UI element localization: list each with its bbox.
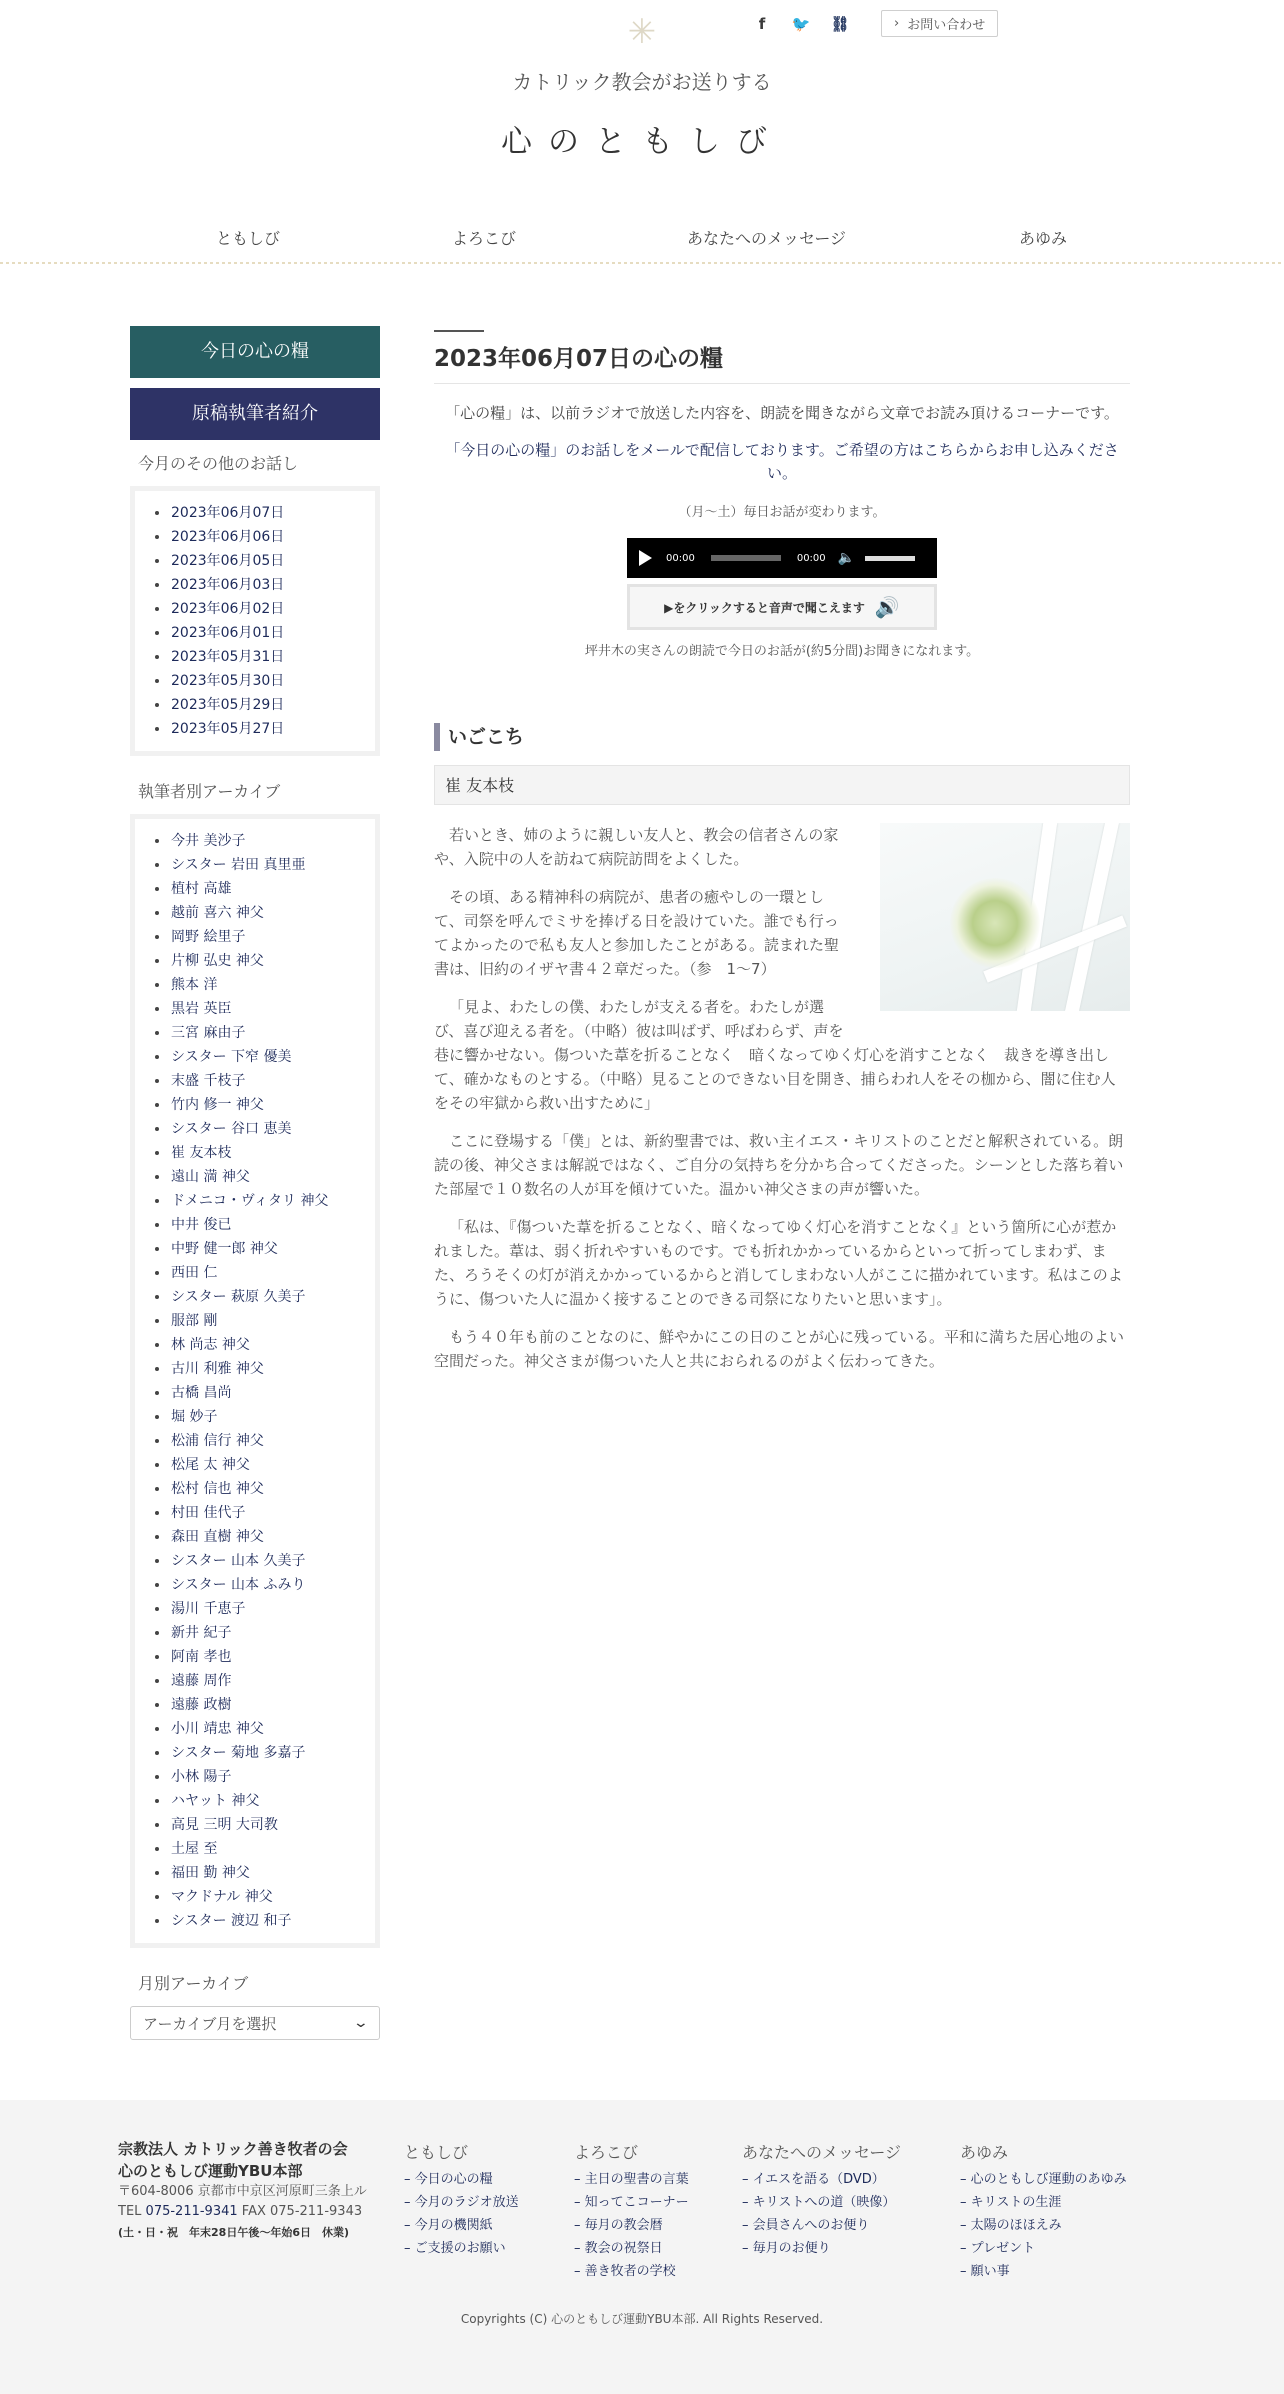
footer-column	[404, 2142, 519, 2260]
contact-label: お問い合わせ	[907, 18, 986, 33]
site-logo[interactable]: 心のともしび	[501, 124, 783, 160]
story-paragraph: ここに登場する「僕」とは、新約聖書では、救い主イエス・キリストのことだと解釈されている。朗読の後、神父さまは解説ではなく、ご自分の気持ちを分かち合ってくださった。シーンとした落ち着いた部屋で１０数名の人が耳を傾けていた。温かい神父さまの声が響いた。	[434, 1132, 1124, 1198]
progress-bar[interactable]	[711, 555, 781, 561]
footer-link[interactable]: – 願い事	[960, 2264, 1010, 2279]
other-stories-heading: 今月のその他のお話し	[138, 454, 299, 473]
link-icon[interactable]: ⛓	[830, 14, 850, 33]
footer-link[interactable]: – ご支援のお願い	[404, 2241, 506, 2256]
closed-days: (土・日・祝 年末28日午後〜年始6日 休業)	[118, 2226, 350, 2239]
sidebar	[130, 326, 380, 2040]
writer-link[interactable]: 松浦 信行 神父	[135, 1429, 365, 1453]
writer-link[interactable]: 土屋 至	[135, 1837, 365, 1861]
nav-divider	[0, 262, 1284, 264]
fax-number: 075-211-9343	[270, 2204, 363, 2219]
writer-link[interactable]: 西田 仁	[135, 1261, 365, 1285]
monthly-archive-value: アーカイブ月を選択	[143, 2014, 277, 2033]
listen-label: ▶をクリックすると音声で聞こえます	[664, 600, 865, 615]
story-paragraph: 「見よ、わたしの僕、わたしが支える者を。わたしが選び、喜び迎える者を。（中略）彼は叫ばず、呼ばわらず、声を巷に響かせない。傷ついた葦を折ることなく 暗くなってゆく灯心を消すことなく 裁きを導き出して、確かなものとする。（中略）見ることのできない目を開き、捕らわれ人をその枷から、闇に住む人をその牢獄から救い出すために」	[434, 998, 1116, 1112]
other-story-link[interactable]: 2023年05月29日	[135, 693, 365, 717]
writer-link[interactable]: 岡野 絵里子	[135, 925, 365, 949]
footer-link[interactable]: – イエスを語る（DVD）	[742, 2172, 885, 2187]
writer-link[interactable]: 高見 三明 大司教	[135, 1813, 365, 1837]
writer-link[interactable]: 新井 紀子	[135, 1621, 365, 1645]
writer-link[interactable]: 中野 健一郎 神父	[135, 1237, 365, 1261]
other-story-link[interactable]: 2023年06月06日	[135, 525, 365, 549]
other-story-link[interactable]: 2023年06月05日	[135, 549, 365, 573]
play-icon[interactable]	[639, 550, 652, 566]
footer-column-title[interactable]: あゆみ	[960, 2143, 1009, 2162]
other-story-link[interactable]: 2023年06月02日	[135, 597, 365, 621]
footer-column-title[interactable]: あなたへのメッセージ	[742, 2143, 902, 2162]
other-story-link[interactable]: 2023年06月01日	[135, 621, 365, 645]
narration-note: 坪井木の実さんの朗読で今日のお話が(約5分間)お聞きになれます。	[584, 644, 980, 659]
footer-organization	[118, 2138, 388, 2244]
main-content	[434, 330, 1130, 1387]
site-header	[0, 0, 1284, 265]
writer-link[interactable]: シスター 山本 久美子	[135, 1549, 365, 1573]
footer-column-title[interactable]: ともしび	[404, 2143, 469, 2162]
writer-link[interactable]: 古橋 昌尚	[135, 1381, 365, 1405]
writers-archive-list	[130, 814, 380, 1948]
writer-link[interactable]: 遠藤 政樹	[135, 1693, 365, 1717]
footer-link[interactable]: – 今月の機関紙	[404, 2218, 493, 2233]
writer-link[interactable]: シスター 萩原 久美子	[135, 1285, 365, 1309]
org-phone: TEL 075-211-9341 FAX 075-211-9343	[118, 2204, 363, 2219]
footer-link[interactable]: – キリストへの道（映像）	[742, 2195, 896, 2210]
page-title: 2023年06月07日の心の糧	[434, 340, 1130, 384]
story-title: いごこち	[434, 723, 1130, 751]
writer-link[interactable]: 阿南 孝也	[135, 1645, 365, 1669]
writer-link[interactable]: 小林 陽子	[135, 1765, 365, 1789]
facebook-icon[interactable]: f	[758, 14, 766, 33]
speaker-icon: 🔊	[874, 595, 900, 619]
volume-icon[interactable]: 🔈	[837, 550, 856, 566]
nav-message[interactable]: あなたへのメッセージ	[687, 229, 847, 248]
footer-link[interactable]: – プレゼント	[960, 2241, 1036, 2256]
schedule-note: （月～土）毎日お話が変わります。	[678, 505, 886, 520]
other-story-link[interactable]: 2023年05月31日	[135, 645, 365, 669]
footer-link[interactable]: – 今日の心の糧	[404, 2172, 493, 2187]
social-links	[752, 10, 998, 37]
tel-number[interactable]: 075-211-9341	[145, 2204, 238, 2219]
writer-link[interactable]: マクドナル 神父	[135, 1885, 365, 1909]
mail-subscribe-link[interactable]: 「今日の心の糧」のお話しをメールで配信しております。ご希望の方はこちらからお申し込みください。	[445, 441, 1119, 482]
footer-column	[960, 2142, 1127, 2283]
writer-link[interactable]: ドメニコ・ヴィタリ 神父	[135, 1189, 365, 1213]
other-story-link[interactable]: 2023年05月27日	[135, 717, 365, 741]
writer-link[interactable]: シスター 渡辺 和子	[135, 1909, 365, 1933]
writer-link[interactable]: 服部 剛	[135, 1309, 365, 1333]
writer-link[interactable]: 竹内 修一 神父	[135, 1093, 365, 1117]
copyright: Copyrights (C) 心のともしび運動YBU本部. All Rights Reserved.	[460, 2312, 824, 2326]
writer-link[interactable]: 熊本 洋	[135, 973, 365, 997]
writer-link[interactable]: 森田 直樹 神父	[135, 1525, 365, 1549]
title-accent-line	[434, 330, 484, 332]
writer-link[interactable]: 中井 俊已	[135, 1213, 365, 1237]
org-address: 〒604-8006 京都市中京区河原町三条上ル	[118, 2184, 367, 2199]
time-current: 00:00	[666, 552, 695, 564]
footer-link[interactable]: – 善き牧者の学校	[574, 2264, 676, 2279]
writer-link[interactable]: 三宮 麻由子	[135, 1021, 365, 1045]
writer-link[interactable]: シスター 岩田 真里亜	[135, 853, 365, 877]
writer-link[interactable]: 堀 妙子	[135, 1405, 365, 1429]
writer-link[interactable]: 遠山 満 神父	[135, 1165, 365, 1189]
other-story-link[interactable]: 2023年06月07日	[135, 501, 365, 525]
story-paragraph: その頃、ある精神科の病院が、患者の癒やしの一環として、司祭を呼んでミサを捧げる日を設けていた。誰でも行ってよかったので私も友人と参加したことがある。読まれた聖書は、旧約のイザヤ書４２章だった。（参 1～7）	[434, 888, 840, 978]
writer-link[interactable]: 松村 信也 神父	[135, 1477, 365, 1501]
writer-link[interactable]: 松尾 太 神父	[135, 1453, 365, 1477]
twitter-icon[interactable]: 🐦	[791, 14, 811, 33]
footer-link[interactable]: – 心のともしび運動のあゆみ	[960, 2172, 1127, 2187]
monthly-archive-heading: 月別アーカイブ	[138, 1974, 249, 1993]
site-tagline: カトリック教会がお送りする	[512, 70, 772, 94]
footer-column-title[interactable]: よろこび	[574, 2143, 639, 2162]
intro-text: 「心の糧」は、以前ラジオで放送した内容を、朗読を聞きながら文章でお読み頂けるコーナーです。	[445, 404, 1119, 422]
footer-column	[742, 2142, 901, 2260]
nav-ayumi[interactable]: あゆみ	[1019, 229, 1068, 248]
time-total: 00:00	[796, 552, 826, 564]
writer-link[interactable]: 黒岩 英臣	[135, 997, 365, 1021]
chevron-right-icon: ›	[894, 16, 900, 31]
footer-column	[574, 2142, 689, 2283]
other-story-link[interactable]: 2023年06月03日	[135, 573, 365, 597]
story-photo	[880, 823, 1130, 1011]
footer-link[interactable]: – 主日の聖書の言葉	[574, 2172, 689, 2187]
nav-tomoshibi[interactable]: ともしび	[216, 229, 281, 248]
nav-yorokobi[interactable]: よろこび	[452, 229, 517, 248]
chevron-down-icon: ⌄	[352, 2015, 370, 2031]
footer-link[interactable]: – 毎月のお便り	[742, 2241, 831, 2256]
writer-link[interactable]: 遠藤 周作	[135, 1669, 365, 1693]
writer-link[interactable]: 福田 勤 神父	[135, 1861, 365, 1885]
footer-link[interactable]: – 太陽のほほえみ	[960, 2218, 1062, 2233]
author-name: 崔 友本枝	[434, 765, 1130, 805]
site-footer	[0, 2100, 1284, 2394]
writer-link[interactable]: 古川 利雅 神父	[135, 1357, 365, 1381]
writer-link[interactable]: 片柳 弘史 神父	[135, 949, 365, 973]
other-story-link[interactable]: 2023年05月30日	[135, 669, 365, 693]
writer-link[interactable]: シスター 下窄 優美	[135, 1045, 365, 1069]
writer-link[interactable]: 林 尚志 神父	[135, 1333, 365, 1357]
story-body	[434, 823, 1130, 1373]
monthly-archive-select[interactable]	[130, 2006, 380, 2040]
writer-link[interactable]: 湯川 千恵子	[135, 1597, 365, 1621]
footer-link[interactable]: – キリストの生涯	[960, 2195, 1062, 2210]
writer-link[interactable]: ハヤット 神父	[135, 1789, 365, 1813]
footer-link[interactable]: – 毎月の教会暦	[574, 2218, 663, 2233]
org-subname: 心のともしび運動YBU本部	[118, 2162, 303, 2180]
org-name: 宗教法人 カトリック善き牧者の会	[118, 2140, 348, 2158]
footer-link[interactable]: – 知ってこコーナー	[574, 2195, 689, 2210]
writer-link[interactable]: シスター 谷口 恵美	[135, 1117, 365, 1141]
writer-link[interactable]: 村田 佳代子	[135, 1501, 365, 1525]
contact-button[interactable]	[881, 10, 998, 37]
other-stories-list	[130, 486, 380, 756]
footer-link[interactable]: – 会員さんへのお便り	[742, 2218, 870, 2233]
writer-link[interactable]: 今井 美沙子	[135, 829, 365, 853]
story-paragraph: 「私は、『傷ついた葦を折ることなく、暗くなってゆく灯心を消すことなく』という箇所に心が惹かれました。葦は、弱く折れやすいものです。でも折れかかっているからといって折ってしまわず、また、ろうそくの灯が消えかかっているからと消してしまわない人がここに描かれています。私はこのように、傷ついた人に温かく接することのできる司祭になりたいと思います」。	[434, 1218, 1123, 1308]
writer-link[interactable]: シスター 菊地 多嘉子	[135, 1741, 365, 1765]
writer-link[interactable]: 植村 高雄	[135, 877, 365, 901]
footer-link[interactable]: – 今月のラジオ放送	[404, 2195, 519, 2210]
star-logo-icon: ✳	[627, 12, 657, 52]
audio-player	[627, 538, 937, 578]
writer-link[interactable]: 末盛 千枝子	[135, 1069, 365, 1093]
writer-link[interactable]: 越前 喜六 神父	[135, 901, 365, 925]
writer-link[interactable]: シスター 山本 ふみり	[135, 1573, 365, 1597]
writer-link[interactable]: 小川 靖忠 神父	[135, 1717, 365, 1741]
writer-link[interactable]: 崔 友本枝	[135, 1141, 365, 1165]
writers-archive-heading: 執筆者別アーカイブ	[138, 782, 281, 801]
writers-intro-button[interactable]: 原稿執筆者紹介	[130, 388, 380, 440]
footer-link[interactable]: – 教会の祝祭日	[574, 2241, 663, 2256]
story-paragraph: 若いとき、姉のように親しい友人と、教会の信者さんの家や、入院中の人を訪ねて病院訪問をよくした。	[434, 826, 839, 868]
story-paragraph: もう４０年も前のことなのに、鮮やかにこの日のことが心に残っている。平和に満ちた居心地のよい空間だった。神父さまが傷ついた人と共におられるのがよく伝わってきた。	[434, 1328, 1125, 1370]
today-kokoro-button[interactable]: 今日の心の糧	[130, 326, 380, 378]
listen-banner[interactable]	[627, 584, 937, 630]
volume-slider[interactable]	[865, 556, 915, 561]
